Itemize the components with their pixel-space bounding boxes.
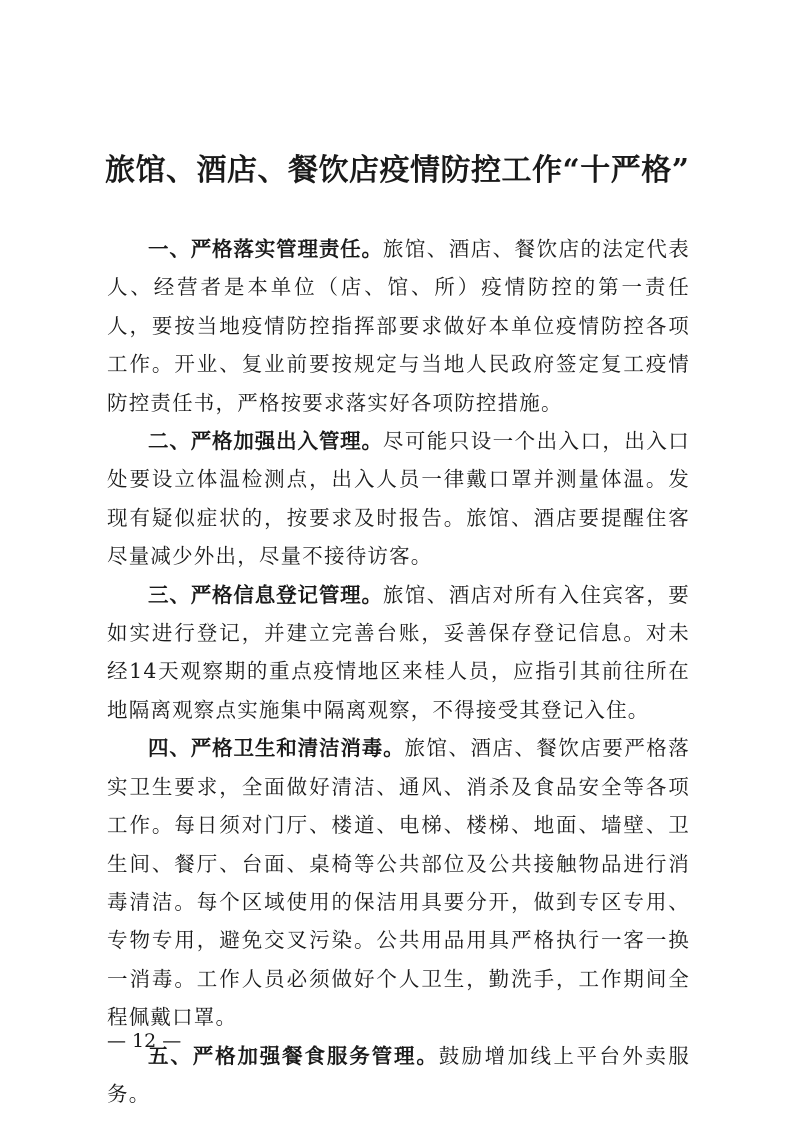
paragraph-3-heading: 三、严格信息登记管理。: [148, 582, 383, 607]
paragraph-5-text: 鼓励增加线上平台外卖服务。: [107, 1043, 690, 1106]
paragraph-3: [107, 576, 690, 730]
paragraph-4-heading: 四、严格卫生和清洁消毒。: [148, 736, 405, 761]
paragraph-1: [107, 230, 690, 422]
paragraph-3-text: 旅馆、酒店对所有入住宾客，要如实进行登记，并建立完善台账，妥善保存登记信息。对未经14天观察期的重点疫情地区来桂人员，应指引其前往所在地隔离观察点实施集中隔离观察，不得接受其登记入住。: [107, 582, 690, 722]
paragraph-2: [107, 422, 690, 576]
paragraph-1-text: 旅馆、酒店、餐饮店的法定代表人、经营者是本单位（店、馆、所）疫情防控的第一责任人，要按当地疫情防控指挥部要求做好本单位疫情防控各项工作。开业、复业前要按规定与当地人民政府签定复工疫情防控责任书，严格按要求落实好各项防控措施。: [107, 237, 690, 415]
paragraph-5: [107, 1037, 690, 1114]
page-number: — 12 —: [107, 1030, 182, 1052]
paragraph-4-text: 旅馆、酒店、餐饮店要严格落实卫生要求，全面做好清洁、通风、消杀及食品安全等各项工作。每日须对门厅、楼道、电梯、楼梯、地面、墙壁、卫生间、餐厅、台面、桌椅等公共部位及公共接触物品进行消毒清洁。每个区域使用的保洁用具要分开，做到专区专用、专物专用，避免交叉污染。公共用品用具严格执行一客一换一消毒。工作人员必须做好个人卫生，勤洗手，工作期间全程佩戴口罩。: [107, 736, 690, 1030]
document-title: 旅馆、酒店、餐饮店疫情防控工作“十严格”: [105, 153, 690, 188]
paragraph-2-text: 尽可能只设一个出入口，出入口处要设立体温检测点，出入人员一律戴口罩并测量体温。发现有疑似症状的，按要求及时报告。旅馆、酒店要提醒住客尽量减少外出，尽量不接待访客。: [107, 429, 690, 569]
paragraph-5-heading: 五、严格加强餐食服务管理。: [148, 1043, 439, 1068]
paragraph-1-heading: 一、严格落实管理责任。: [148, 237, 383, 261]
paragraph-4: [107, 729, 690, 1036]
document-body: [107, 230, 690, 1113]
paragraph-2-heading: 二、严格加强出入管理。: [148, 429, 383, 454]
